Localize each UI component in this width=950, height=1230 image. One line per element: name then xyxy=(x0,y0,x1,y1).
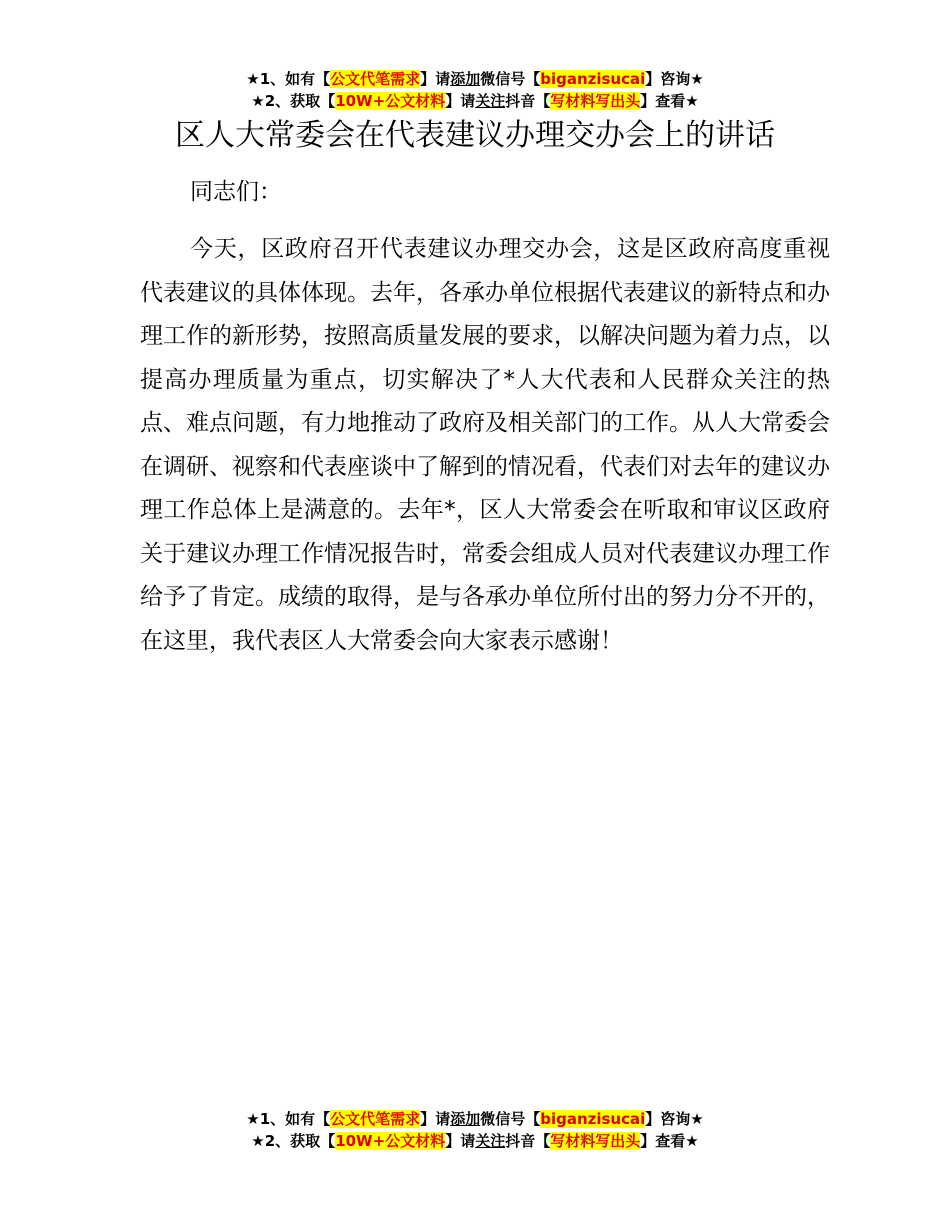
underlined-text: 关注 xyxy=(475,1132,506,1150)
banner-text: 抖音【 xyxy=(505,92,551,110)
banner-text: 】查看★ xyxy=(640,92,699,110)
banner-text: 】请 xyxy=(420,70,451,88)
banner-line-1 xyxy=(0,1108,950,1130)
banner-text: ★1、如有【 xyxy=(246,70,331,88)
douyin-account: 写材料写出头 xyxy=(550,1132,641,1150)
highlight-text: 10W+公文材料 xyxy=(335,1132,446,1150)
banner-text: 微信号【 xyxy=(480,70,541,88)
banner-text: 】咨询★ xyxy=(645,1110,704,1128)
footer-banner xyxy=(0,1108,950,1152)
banner-text: 】咨询★ xyxy=(645,70,704,88)
highlight-text: 10W+公文材料 xyxy=(335,92,446,110)
banner-text: 微信号【 xyxy=(480,1110,541,1128)
document-title: 区人大常委会在代表建议办理交办会上的讲话 xyxy=(175,118,775,153)
banner-text: ★2、获取【 xyxy=(251,92,336,110)
banner-line-2 xyxy=(0,90,950,112)
banner-text: 】请 xyxy=(445,1132,476,1150)
salutation: 同志们： xyxy=(190,179,282,205)
banner-text: 抖音【 xyxy=(505,1132,551,1150)
underlined-text: 添加 xyxy=(450,70,481,88)
wechat-id: biganzisucai xyxy=(540,1110,646,1128)
banner-text: 】查看★ xyxy=(640,1132,699,1150)
douyin-account: 写材料写出头 xyxy=(550,92,641,110)
underlined-text: 添加 xyxy=(450,1110,481,1128)
header-banner xyxy=(0,68,950,112)
banner-text: ★1、如有【 xyxy=(246,1110,331,1128)
banner-line-2 xyxy=(0,1130,950,1152)
banner-text: 】请 xyxy=(420,1110,451,1128)
banner-line-1 xyxy=(0,68,950,90)
body-paragraph: 今天，区政府召开代表建议办理交办会，这是区政府高度重视代表建议的具体体现。去年，各承办单位根据代表建议的新特点和办理工作的新形势，按照高质量发展的要求，以解决问题为着力点，以提高办理质量为重点，切实解决了*人大代表和人民群众关注的热点、难点问题，有力地推动了政府及相关部门的工作。从人大常委会在调研、视察和代表座谈中了解到的情况看，代表们对去年的建议办理工作总体上是满意的。去年*，区人大常委会在听取和审议区政府关于建议办理工作情况报告时，常委会组成人员对代表建议办理工作给予了肯定。成绩的取得，是与各承办单位所付出的努力分不开的，在这里，我代表区人大常委会向大家表示感谢！ xyxy=(140,236,830,654)
underlined-text: 关注 xyxy=(475,92,506,110)
highlight-text: 公文代笔需求 xyxy=(330,70,421,88)
banner-text: 】请 xyxy=(445,92,476,110)
wechat-id: biganzisucai xyxy=(540,70,646,88)
banner-text: ★2、获取【 xyxy=(251,1132,336,1150)
highlight-text: 公文代笔需求 xyxy=(330,1110,421,1128)
